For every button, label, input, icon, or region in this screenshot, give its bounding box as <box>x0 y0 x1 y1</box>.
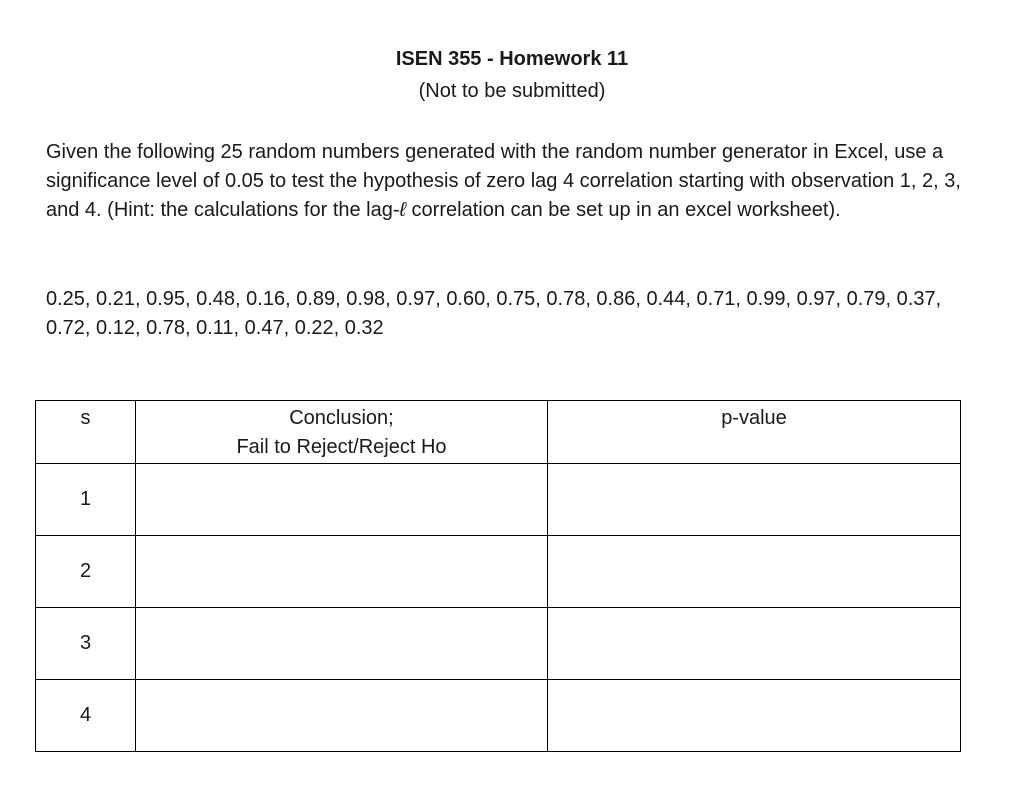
header-conclusion-line1: Conclusion; <box>289 407 394 429</box>
page-title: ISEN 355 - Homework 11 <box>395 48 629 70</box>
header-conclusion <box>136 401 548 464</box>
header-conclusion-line2: Fail to Reject/Reject Ho <box>236 436 447 458</box>
header-row <box>36 401 961 464</box>
cell-conclusion[interactable] <box>136 680 548 752</box>
cell-conclusion[interactable] <box>136 464 548 536</box>
random-numbers-list: 0.25, 0.21, 0.95, 0.48, 0.16, 0.89, 0.98, 0.97, 0.60, 0.75, 0.78, 0.86, 0.44, 0.71, 0.99, 0.97, 0.79, 0.37, 0.72, 0.12, 0.78, 0.11, 0.47, 0.22, 0.32 <box>46 288 942 339</box>
answer-table <box>35 400 961 752</box>
cell-pvalue[interactable] <box>548 464 961 536</box>
problem-statement <box>46 138 986 225</box>
ell-symbol: ℓ <box>399 199 406 221</box>
cell-s: 1 <box>36 464 136 536</box>
table-row <box>36 608 961 680</box>
cell-pvalue[interactable] <box>548 536 961 608</box>
cell-s: 3 <box>36 608 136 680</box>
cell-conclusion[interactable] <box>136 536 548 608</box>
cell-s: 2 <box>36 536 136 608</box>
table-row <box>36 464 961 536</box>
cell-conclusion[interactable] <box>136 608 548 680</box>
problem-text-part2: correlation can be set up in an excel worksheet). <box>406 199 841 221</box>
cell-s: 4 <box>36 680 136 752</box>
cell-pvalue[interactable] <box>548 608 961 680</box>
problem-text-part1: Given the following 25 random numbers generated with the random number generator in Excel, use a significance level of 0.05 to test the hypothesis of zero lag 4 correlation starting with observation 1, 2, 3, and 4. (Hint: the calculations for the lag- <box>46 141 961 221</box>
page-subtitle: (Not to be submitted) <box>418 80 606 102</box>
table-row <box>36 680 961 752</box>
cell-pvalue[interactable] <box>548 680 961 752</box>
table-row <box>36 536 961 608</box>
header-pvalue: p-value <box>548 401 961 464</box>
header-s: s <box>36 401 136 464</box>
